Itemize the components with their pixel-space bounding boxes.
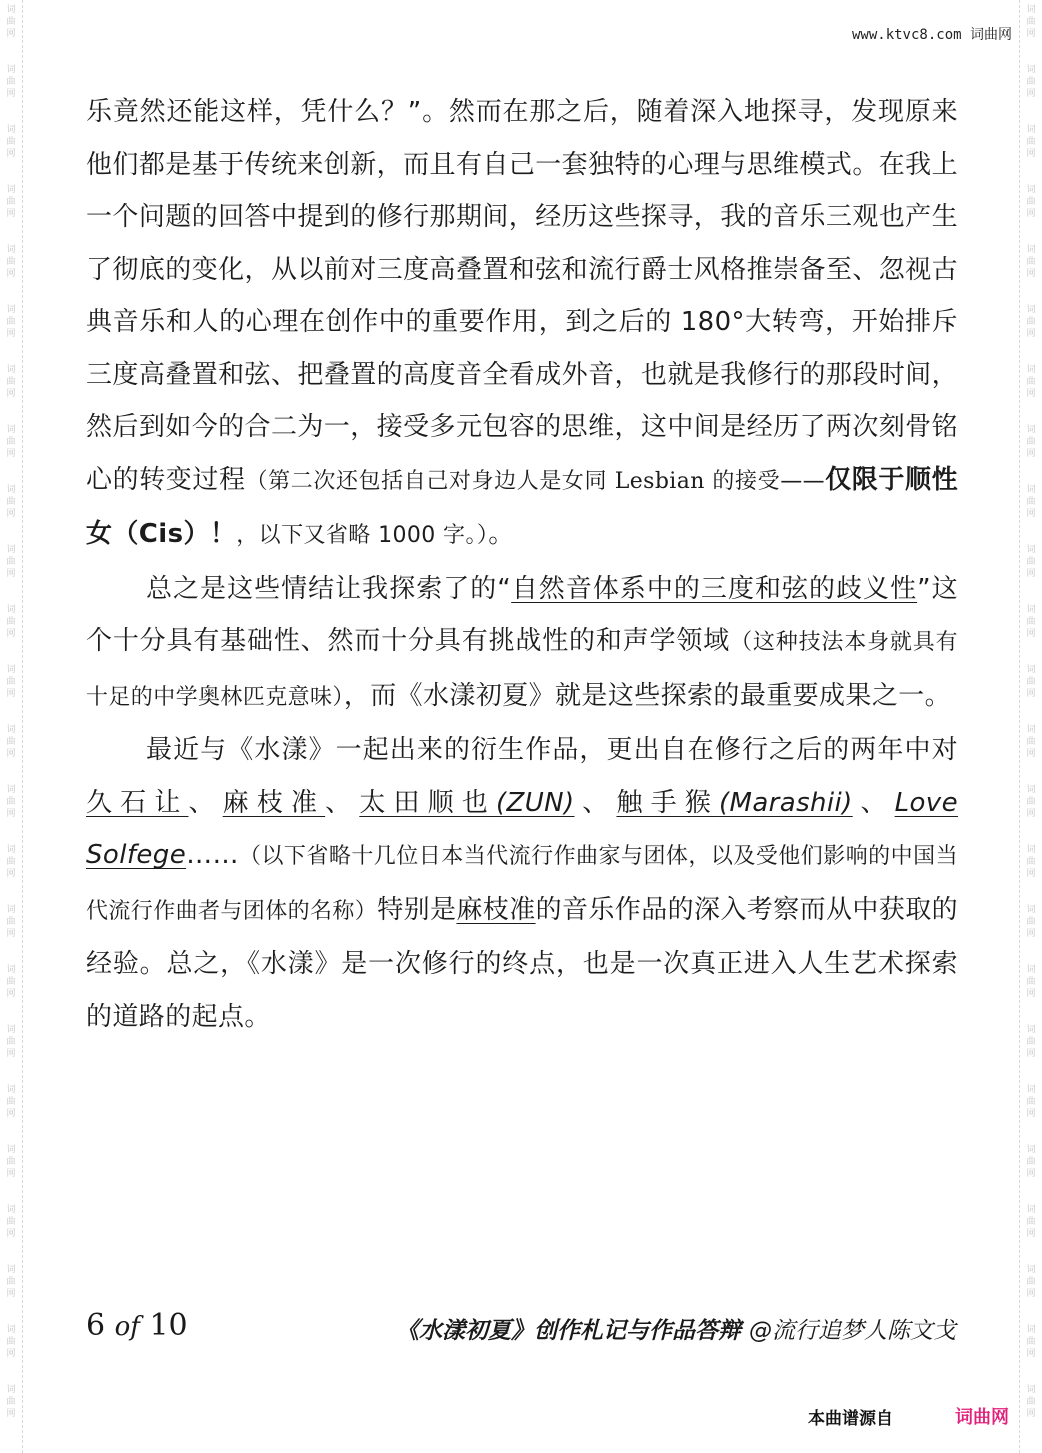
- watermark-char: 曲: [6, 317, 16, 327]
- watermark-mark: [1023, 784, 1039, 820]
- watermark-mark: [1023, 244, 1039, 280]
- watermark-char: 网: [6, 509, 16, 519]
- document-body: [86, 86, 958, 1043]
- watermark-char: 网: [1026, 1229, 1036, 1239]
- watermark-char: 曲: [1026, 1217, 1036, 1227]
- watermark-char: 网: [6, 929, 16, 939]
- watermark-mark: [1023, 364, 1039, 400]
- watermark-char: 网: [1026, 149, 1036, 159]
- watermark-char: 词: [6, 245, 16, 255]
- watermark-char: 词: [6, 125, 16, 135]
- watermark-char: 网: [1026, 1349, 1036, 1359]
- watermark-mark: [3, 484, 19, 520]
- watermark-mark: [1023, 724, 1039, 760]
- watermark-char: 词: [6, 725, 16, 735]
- watermark-char: 词: [1026, 305, 1036, 315]
- watermark-char: 网: [1026, 269, 1036, 279]
- watermark-char: 曲: [6, 1397, 16, 1407]
- watermark-char: 网: [6, 389, 16, 399]
- watermark-char: 曲: [6, 1037, 16, 1047]
- watermark-char: 曲: [1026, 1337, 1036, 1347]
- watermark-char: 网: [1026, 89, 1036, 99]
- watermark-char: 词: [6, 485, 16, 495]
- watermark-mark: [3, 1264, 19, 1300]
- watermark-char: 曲: [1026, 857, 1036, 867]
- paragraph-3-text-2: 特别是: [377, 894, 457, 925]
- watermark-char: 网: [1026, 1049, 1036, 1059]
- watermark-mark: [3, 1384, 19, 1420]
- watermark-char: 网: [6, 1049, 16, 1059]
- paragraph-3-text: 最近与《水漾》一起出来的衍生作品，更出自在修行之后的两年中对: [146, 735, 958, 765]
- paragraph-1-end: 。: [488, 519, 515, 549]
- watermark-mark: [3, 604, 19, 640]
- link-marasy[interactable]: [616, 788, 852, 818]
- watermark-mark: [3, 1024, 19, 1060]
- watermark-char: 曲: [6, 377, 16, 387]
- watermark-char: 曲: [6, 917, 16, 927]
- watermark-char: 网: [6, 689, 16, 699]
- watermark-char: 曲: [1026, 17, 1036, 27]
- watermark-mark: [3, 904, 19, 940]
- watermark-char: 网: [6, 269, 16, 279]
- watermark-char: 曲: [6, 1337, 16, 1347]
- aside-text-3: ，以下又省略 1000 字。）: [236, 523, 489, 548]
- page-number: [86, 1308, 188, 1343]
- watermark-char: 词: [1026, 605, 1036, 615]
- watermark-mark: [1023, 604, 1039, 640]
- watermark-mark: [1023, 904, 1039, 940]
- watermark-char: 词: [6, 305, 16, 315]
- watermark-char: 曲: [6, 1157, 16, 1167]
- watermark-char: 词: [1026, 905, 1036, 915]
- watermark-char: 词: [1026, 1025, 1036, 1035]
- watermark-mark: [1023, 964, 1039, 1000]
- watermark-char: 词: [6, 785, 16, 795]
- watermark-char: 曲: [6, 557, 16, 567]
- watermark-mark: [1023, 1084, 1039, 1120]
- watermark-char: 词: [6, 185, 16, 195]
- watermark-char: 词: [6, 425, 16, 435]
- watermark-mark: [3, 964, 19, 1000]
- paragraph-2: [86, 563, 958, 725]
- paragraph-1: [86, 86, 958, 563]
- watermark-char: 词: [6, 965, 16, 975]
- watermark-mark: [1023, 544, 1039, 580]
- watermark-char: 曲: [6, 257, 16, 267]
- watermark-mark: [3, 544, 19, 580]
- watermark-char: 网: [6, 209, 16, 219]
- watermark-char: 网: [6, 1409, 16, 1419]
- watermark-char: 网: [1026, 749, 1036, 759]
- watermark-char: 网: [1026, 389, 1036, 399]
- watermark-mark: [1023, 64, 1039, 100]
- watermark-char: 曲: [6, 77, 16, 87]
- author-handle: @流行追梦人陈文戈: [749, 1318, 956, 1344]
- watermark-mark: [1023, 424, 1039, 460]
- site-url[interactable]: www.ktvc8.com 词曲网: [851, 27, 1012, 43]
- watermark-char: 曲: [6, 977, 16, 987]
- link-jun-maeda-2[interactable]: 麻枝准: [456, 894, 536, 925]
- watermark-char: 网: [1026, 689, 1036, 699]
- watermark-mark: [1023, 124, 1039, 160]
- watermark-char: 网: [6, 749, 16, 759]
- watermark-char: 曲: [1026, 677, 1036, 687]
- watermark-char: 曲: [1026, 77, 1036, 87]
- watermark-char: 曲: [1026, 317, 1036, 327]
- watermark-char: 网: [1026, 869, 1036, 879]
- watermark-mark: [3, 784, 19, 820]
- watermark-mark: [3, 64, 19, 100]
- watermark-char: 曲: [6, 497, 16, 507]
- watermark-char: 词: [6, 1265, 16, 1275]
- watermark-char: 网: [6, 89, 16, 99]
- watermark-char: 曲: [6, 1097, 16, 1107]
- watermark-mark: [1023, 1024, 1039, 1060]
- watermark-char: 网: [6, 629, 16, 639]
- watermark-char: 词: [1026, 965, 1036, 975]
- watermark-mark: [3, 844, 19, 880]
- watermark-char: 网: [6, 1229, 16, 1239]
- watermark-char: 网: [6, 449, 16, 459]
- aside-text-2: 的接受——: [704, 468, 826, 494]
- paragraph-1-text: 乐竟然还能这样，凭什么？”。然而在那之后，随着深入地探寻，发现原来他们都是基于传统来创新，而且有自己一套独特的心理与思维模式。在我上一个问题的回答中提到的修行那期间，经历这些探寻，我的音乐三观也产生了彻底的变化，从以前对三度高叠置和弦和流行爵士风格推崇备至、忽视古典音乐和人的心理在创作中的重要作用，到之后的 180°大转弯，开始排斥三度高叠置和弦、把叠置的高度音全看成外音，也就是我修行的那段时间，然后到如今的合二为一，接受多元包容的思维，这中间是经历了两次刻骨铭心的转变过程: [86, 97, 958, 495]
- watermark-char: 曲: [1026, 377, 1036, 387]
- separator: 、: [852, 787, 895, 818]
- watermark-char: 网: [1026, 209, 1036, 219]
- watermark-char: 曲: [6, 857, 16, 867]
- source-label: 本曲谱源自: [808, 1409, 893, 1429]
- paragraph-2-aside: （这种技法本身就具有十足的中学奥林匹克意味）: [86, 630, 958, 710]
- link-ambiguity-topic[interactable]: 自然音体系中的三度和弦的歧义性: [511, 573, 918, 604]
- watermark-char: 词: [1026, 845, 1036, 855]
- source-site-link[interactable]: 词曲网: [955, 1407, 1009, 1428]
- watermark-char: 曲: [1026, 617, 1036, 627]
- watermark-char: 曲: [1026, 497, 1036, 507]
- watermark-mark: [1023, 1384, 1039, 1420]
- watermark-char: 曲: [6, 137, 16, 147]
- watermark-char: 词: [1026, 725, 1036, 735]
- watermark-char: 网: [1026, 569, 1036, 579]
- watermark-mark: [3, 724, 19, 760]
- watermark-mark: [3, 1144, 19, 1180]
- watermark-char: 词: [6, 1025, 16, 1035]
- aside-bold: 仅限于顺性女（Cis）！: [86, 464, 958, 549]
- watermark-mark: [3, 124, 19, 160]
- watermark-char: 曲: [1026, 1277, 1036, 1287]
- watermark-char: 网: [1026, 329, 1036, 339]
- watermark-char: 网: [6, 329, 16, 339]
- watermark-char: 曲: [6, 437, 16, 447]
- paragraph-3: [86, 724, 958, 1043]
- watermark-char: 曲: [1026, 797, 1036, 807]
- watermark-char: 曲: [6, 797, 16, 807]
- watermark-char: 网: [1026, 449, 1036, 459]
- left-watermark-strip: [0, 0, 23, 1453]
- watermark-char: 词: [1026, 665, 1036, 675]
- watermark-char: 曲: [6, 197, 16, 207]
- watermark-char: 词: [6, 905, 16, 915]
- link-jun-maeda[interactable]: 麻枝准: [222, 787, 326, 818]
- watermark-char: 词: [6, 605, 16, 615]
- watermark-char: 曲: [1026, 917, 1036, 927]
- paragraph-2-text-2: ”这个十分具有基础性、然而十分具有挑战性的和声学领域: [86, 573, 958, 656]
- watermark-mark: [1023, 1204, 1039, 1240]
- watermark-mark: [3, 1204, 19, 1240]
- watermark-char: 词: [1026, 545, 1036, 555]
- watermark-char: 曲: [1026, 1037, 1036, 1047]
- document-title: 《水漾初夏》创作札记与作品答辩: [395, 1318, 741, 1344]
- watermark-char: 曲: [1026, 437, 1036, 447]
- watermark-mark: [3, 364, 19, 400]
- watermark-char: 网: [6, 989, 16, 999]
- separator: 、: [188, 787, 223, 818]
- watermark-char: 曲: [6, 677, 16, 687]
- watermark-char: 曲: [6, 617, 16, 627]
- watermark-char: 曲: [1026, 977, 1036, 987]
- watermark-mark: [3, 1324, 19, 1360]
- watermark-char: 词: [6, 1145, 16, 1155]
- page-current: 6: [86, 1308, 106, 1343]
- watermark-mark: [1023, 1264, 1039, 1300]
- watermark-char: 网: [1026, 1409, 1036, 1419]
- watermark-char: 词: [1026, 125, 1036, 135]
- aside-text: （第二次还包括自己对身边人是女同: [245, 468, 615, 494]
- footer-title: [396, 1312, 956, 1345]
- watermark-char: 曲: [6, 17, 16, 27]
- watermark-mark: [3, 4, 19, 40]
- watermark-char: 曲: [1026, 1157, 1036, 1167]
- paragraph-2-text: 总之是这些情结让我探索了的“: [146, 573, 512, 604]
- watermark-char: 曲: [1026, 557, 1036, 567]
- watermark-char: 曲: [1026, 1097, 1036, 1107]
- watermark-mark: [1023, 1324, 1039, 1360]
- page-of: of: [114, 1312, 140, 1342]
- watermark-mark: [1023, 664, 1039, 700]
- zun-name: 太田顺也: [359, 787, 496, 818]
- watermark-char: 词: [1026, 185, 1036, 195]
- ellipsis: ……: [186, 840, 239, 870]
- watermark-char: 网: [1026, 1169, 1036, 1179]
- watermark-char: 词: [1026, 1325, 1036, 1335]
- watermark-char: 词: [1026, 245, 1036, 255]
- paragraph-2-text-3: ，而《水漾初夏》就是这些探索的最重要成果之一。: [343, 680, 952, 711]
- paragraph-3-text-3: 的音乐作品的深入考察而从中获取的经验。总之，《水漾》是一次修行的终点，也是一次真正进入人生艺术探索的道路的起点。: [86, 894, 959, 1032]
- watermark-char: 网: [6, 809, 16, 819]
- link-joe-hisaishi[interactable]: 久石让: [86, 787, 189, 818]
- watermark-char: 网: [1026, 929, 1036, 939]
- watermark-char: 曲: [1026, 1397, 1036, 1407]
- watermark-char: 网: [1026, 1109, 1036, 1119]
- watermark-char: 网: [1026, 509, 1036, 519]
- watermark-char: 网: [6, 1349, 16, 1359]
- watermark-char: 网: [6, 149, 16, 159]
- watermark-char: 词: [1026, 485, 1036, 495]
- watermark-char: 网: [6, 869, 16, 879]
- watermark-char: 词: [6, 845, 16, 855]
- watermark-char: 词: [1026, 65, 1036, 75]
- separator: 、: [325, 787, 360, 818]
- watermark-char: 词: [6, 1085, 16, 1095]
- aside-term: Lesbian: [614, 468, 705, 494]
- watermark-char: 词: [6, 545, 16, 555]
- watermark-char: 曲: [1026, 197, 1036, 207]
- paragraph-3-aside: （以下省略十几位日本当代流行作曲家与团体，以及受他们影响的中国当代流行作曲者与团体的名称）: [86, 844, 958, 924]
- watermark-mark: [1023, 4, 1039, 40]
- watermark-char: 词: [6, 1325, 16, 1335]
- watermark-char: 词: [1026, 1385, 1036, 1395]
- watermark-mark: [1023, 304, 1039, 340]
- watermark-char: 词: [1026, 365, 1036, 375]
- marasy-alias: (Marashii): [718, 787, 853, 818]
- watermark-char: 网: [6, 29, 16, 39]
- watermark-char: 词: [1026, 425, 1036, 435]
- watermark-char: 曲: [6, 1277, 16, 1287]
- zun-alias: (ZUN): [495, 787, 575, 818]
- watermark-char: 词: [6, 1205, 16, 1215]
- watermark-char: 网: [1026, 809, 1036, 819]
- watermark-char: 词: [6, 5, 16, 15]
- watermark-char: 词: [6, 1385, 16, 1395]
- right-watermark-strip: [1019, 0, 1042, 1453]
- watermark-char: 网: [6, 1289, 16, 1299]
- watermark-mark: [3, 424, 19, 460]
- watermark-char: 网: [6, 1169, 16, 1179]
- watermark-char: 曲: [6, 1217, 16, 1227]
- watermark-char: 词: [6, 65, 16, 75]
- link-love-solfege[interactable]: Love Solfege: [86, 787, 958, 870]
- watermark-char: 网: [1026, 989, 1036, 999]
- watermark-char: 网: [6, 1109, 16, 1119]
- watermark-mark: [1023, 844, 1039, 880]
- watermark-char: 词: [6, 665, 16, 675]
- watermark-char: 网: [1026, 29, 1036, 39]
- watermark-char: 词: [6, 365, 16, 375]
- watermark-mark: [3, 184, 19, 220]
- watermark-char: 词: [1026, 1085, 1036, 1095]
- marasy-name: 触手猴: [616, 787, 719, 818]
- watermark-char: 曲: [6, 737, 16, 747]
- separator: 、: [574, 787, 617, 818]
- watermark-char: 曲: [1026, 737, 1036, 747]
- watermark-mark: [1023, 484, 1039, 520]
- watermark-char: 网: [6, 569, 16, 579]
- link-zun[interactable]: [359, 788, 574, 818]
- page-total: 10: [149, 1308, 188, 1343]
- watermark-char: 词: [1026, 1145, 1036, 1155]
- watermark-mark: [3, 304, 19, 340]
- watermark-mark: [3, 1084, 19, 1120]
- watermark-mark: [1023, 184, 1039, 220]
- watermark-char: 词: [1026, 1265, 1036, 1275]
- watermark-mark: [3, 664, 19, 700]
- watermark-char: 词: [1026, 785, 1036, 795]
- watermark-mark: [3, 244, 19, 280]
- watermark-char: 词: [1026, 1205, 1036, 1215]
- watermark-char: 网: [1026, 629, 1036, 639]
- watermark-char: 词: [1026, 5, 1036, 15]
- watermark-mark: [1023, 1144, 1039, 1180]
- watermark-char: 曲: [1026, 137, 1036, 147]
- watermark-char: 网: [1026, 1289, 1036, 1299]
- watermark-char: 曲: [1026, 257, 1036, 267]
